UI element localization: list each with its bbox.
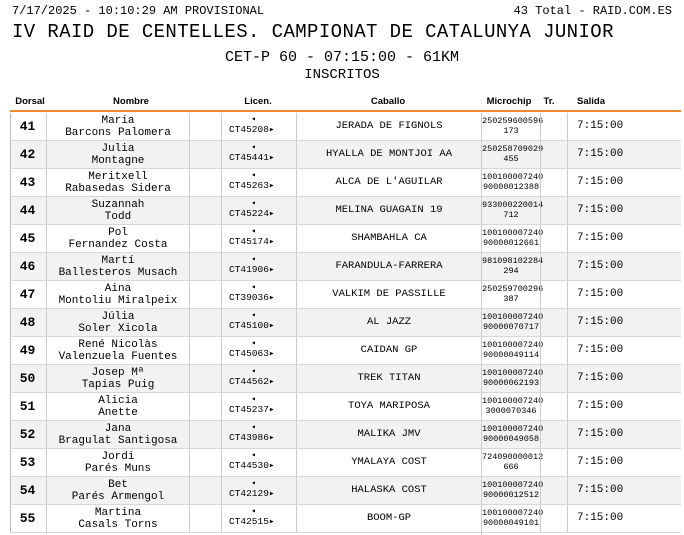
rider-last-name: Fernandez Costa (68, 239, 168, 251)
rider-name (46, 169, 189, 198)
microchip-line-2: 90000049058 (482, 434, 540, 444)
rider-name (46, 141, 189, 170)
entries-table (10, 113, 681, 533)
start-time-value: 7:15:00 (577, 344, 624, 356)
report-total: 43 Total - RAID.COM.ES (513, 4, 672, 18)
rider-name (46, 253, 189, 282)
license (221, 309, 295, 338)
dorsal-number: 47 (19, 287, 36, 302)
horse-name: VALKIM DE PASSILLE (296, 281, 481, 308)
horse-name: BOOM-GP (296, 505, 481, 532)
start-time-value: 7:15:00 (577, 316, 624, 328)
horse-name: ALCA DE L'AGUILAR (296, 169, 481, 196)
blank-cell (189, 225, 222, 252)
start-time (567, 113, 681, 140)
tr-cell (540, 421, 568, 448)
table-row (10, 141, 681, 169)
rider-name (46, 393, 189, 422)
rider-first-name: Maria (101, 115, 135, 127)
license (221, 225, 295, 254)
table-row (10, 477, 681, 505)
license-number: CT42129▸ (229, 488, 275, 499)
microchip-line-2: 3000070346 (485, 406, 537, 416)
license-number: CT45208▸ (229, 124, 275, 135)
microchip-line-1: 250259600596 (482, 116, 544, 126)
rider-first-name: Jordi (101, 451, 135, 463)
blank-cell (189, 141, 222, 168)
license-number: CT44562▸ (229, 376, 275, 387)
microchip-line-2: 712 (503, 210, 519, 220)
start-time-value: 7:15:00 (577, 372, 624, 384)
triangle-arrow-icon: ◂ (251, 423, 256, 432)
rider-last-name: Parés Armengol (71, 491, 165, 503)
start-time (567, 505, 681, 532)
blank-cell (189, 365, 222, 392)
start-time-value: 7:15:00 (577, 232, 624, 244)
license-number: CT45441▸ (229, 152, 275, 163)
triangle-arrow-icon: ◂ (251, 115, 256, 124)
tr-cell (540, 281, 568, 308)
microchip-line-1: 100100007240 (482, 340, 544, 350)
triangle-arrow-icon: ◂ (251, 367, 256, 376)
start-time (567, 225, 681, 252)
dorsal-number: 52 (19, 427, 36, 442)
rider-name (46, 505, 189, 534)
col-microchip: Microchip (486, 96, 532, 107)
horse-name: YMALAYA COST (296, 449, 481, 476)
table-row (10, 505, 681, 533)
microchip-line-2: 90000012661 (482, 238, 540, 248)
start-time-value: 7:15:00 (577, 288, 624, 300)
license (221, 197, 295, 226)
license-number: CT45224▸ (229, 208, 275, 219)
rider-name (46, 365, 189, 394)
table-row (10, 113, 681, 141)
triangle-arrow-icon: ◂ (251, 255, 256, 264)
license-number: CT45063▸ (229, 348, 275, 359)
horse-name: TREK TITAN (296, 365, 481, 392)
microchip (481, 477, 544, 507)
start-time-value: 7:15:00 (577, 260, 624, 272)
triangle-arrow-icon: ◂ (251, 143, 256, 152)
license (221, 477, 295, 506)
rider-first-name: Júlia (101, 311, 135, 323)
col-dorsal: Dorsal (15, 96, 45, 107)
start-time (567, 309, 681, 336)
microchip-line-1: 100100007240 (482, 396, 544, 406)
horse-name: SHAMBAHLA CA (296, 225, 481, 252)
start-time-value: 7:15:00 (577, 120, 624, 132)
dorsal-number: 51 (19, 399, 36, 414)
microchip (481, 169, 544, 199)
tr-cell (540, 309, 568, 336)
start-time (567, 365, 681, 392)
microchip-line-2: 90000049114 (482, 350, 540, 360)
blank-cell (189, 309, 222, 336)
microchip-line-1: 933000220014 (482, 200, 544, 210)
rider-name (46, 309, 189, 338)
dorsal-number: 50 (19, 371, 36, 386)
tr-cell (540, 505, 568, 532)
table-row (10, 421, 681, 449)
license (221, 253, 295, 282)
rider-last-name: Valenzuela Fuentes (58, 351, 178, 363)
rider-last-name: Ballesteros Musach (58, 267, 178, 279)
microchip (481, 449, 544, 479)
tr-cell (540, 225, 568, 252)
start-time-value: 7:15:00 (577, 400, 624, 412)
license (221, 393, 295, 422)
rider-name (46, 281, 189, 310)
horse-name: AL JAZZ (296, 309, 481, 336)
microchip-line-2: 90000012388 (482, 182, 540, 192)
tr-cell (540, 169, 568, 196)
table-row (10, 281, 681, 309)
microchip (481, 365, 544, 395)
blank-cell (189, 393, 222, 420)
microchip-line-2: 90000012512 (482, 490, 540, 500)
rider-last-name: Casals Torns (78, 519, 158, 531)
microchip-line-2: 387 (503, 294, 519, 304)
start-time-value: 7:15:00 (577, 148, 624, 160)
table-row (10, 309, 681, 337)
start-time (567, 449, 681, 476)
start-time (567, 169, 681, 196)
start-time-value: 7:15:00 (577, 484, 624, 496)
category-subtitle: CET-P 60 - 07:15:00 - 61KM (224, 49, 460, 66)
microchip-line-1: 100100007240 (482, 508, 544, 518)
dorsal-number: 44 (19, 203, 36, 218)
rider-first-name: Suzannah (91, 199, 145, 211)
start-time (567, 421, 681, 448)
microchip-line-1: 250258709029 (482, 144, 544, 154)
rider-last-name: Anette (98, 407, 138, 419)
microchip-line-2: 455 (503, 154, 519, 164)
license (221, 421, 295, 450)
microchip-line-1: 100100007240 (482, 424, 544, 434)
microchip-line-2: 666 (503, 462, 519, 472)
table-header (10, 94, 681, 112)
rider-first-name: Josep Mª (91, 367, 145, 379)
blank-cell (189, 197, 222, 224)
microchip-line-2: 294 (503, 266, 519, 276)
microchip-line-1: 100100007240 (482, 368, 544, 378)
license-number: CT39036▸ (229, 292, 275, 303)
rider-last-name: Todd (104, 211, 132, 223)
license (221, 141, 295, 170)
blank-cell (189, 337, 222, 364)
microchip-line-1: 100100007240 (482, 480, 544, 490)
tr-cell (540, 141, 568, 168)
start-time-value: 7:15:00 (577, 428, 624, 440)
dorsal-number: 43 (19, 175, 36, 190)
rider-first-name: Julia (101, 143, 135, 155)
dorsal-number: 55 (19, 511, 36, 526)
start-time-value: 7:15:00 (577, 456, 624, 468)
blank-cell (189, 505, 222, 532)
dorsal-number: 49 (19, 343, 36, 358)
dorsal-number: 41 (19, 119, 36, 134)
horse-name: JERADA DE FIGNOLS (296, 113, 481, 140)
rider-name (46, 477, 189, 506)
dorsal-number: 45 (19, 231, 36, 246)
start-time (567, 337, 681, 364)
rider-last-name: Barcons Palomera (65, 127, 171, 139)
tr-cell (540, 113, 568, 140)
tr-cell (540, 393, 568, 420)
microchip (481, 197, 544, 227)
triangle-arrow-icon: ◂ (251, 311, 256, 320)
rider-first-name: Martina (94, 507, 142, 519)
start-time (567, 141, 681, 168)
horse-name: MELINA GUAGAIN 19 (296, 197, 481, 224)
license-number: CT43986▸ (229, 432, 275, 443)
rider-first-name: Aina (104, 283, 132, 295)
col-nombre: Nombre (113, 96, 149, 107)
license (221, 505, 295, 534)
rider-first-name: Martí (101, 255, 135, 267)
microchip-line-1: 250259700296 (482, 284, 544, 294)
start-time (567, 281, 681, 308)
triangle-arrow-icon: ◂ (251, 479, 256, 488)
start-time (567, 477, 681, 504)
triangle-arrow-icon: ◂ (251, 283, 256, 292)
microchip-line-2: 90000062193 (482, 378, 540, 388)
dorsal-number: 53 (19, 455, 36, 470)
rider-last-name: Tapias Puig (81, 379, 155, 391)
start-time (567, 393, 681, 420)
triangle-arrow-icon: ◂ (251, 227, 256, 236)
license-number: CT45263▸ (229, 180, 275, 191)
rider-name (46, 197, 189, 226)
microchip-line-1: 724090000012 (482, 452, 544, 462)
blank-cell (189, 113, 222, 140)
table-row (10, 365, 681, 393)
report-header-bar (12, 4, 672, 18)
rider-last-name: Montagne (91, 155, 145, 167)
triangle-arrow-icon: ◂ (251, 395, 256, 404)
horse-name: HYALLA DE MONTJOI AA (296, 141, 481, 168)
rider-name (46, 113, 189, 142)
section-title: INSCRITOS (304, 67, 380, 83)
dorsal-number: 54 (19, 483, 36, 498)
start-time (567, 197, 681, 224)
microchip-line-1: 100100007240 (482, 312, 544, 322)
horse-name: TOYA MARIPOSA (296, 393, 481, 420)
triangle-arrow-icon: ◂ (251, 507, 256, 516)
license-number: CT41906▸ (229, 264, 275, 275)
triangle-arrow-icon: ◂ (251, 199, 256, 208)
license (221, 337, 295, 366)
triangle-arrow-icon: ◂ (251, 171, 256, 180)
tr-cell (540, 477, 568, 504)
start-time-value: 7:15:00 (577, 176, 624, 188)
tr-cell (540, 449, 568, 476)
microchip-line-2: 90000049101 (482, 518, 540, 528)
rider-last-name: Parés Muns (84, 463, 151, 475)
license-number: CT44530▸ (229, 460, 275, 471)
license-number: CT45237▸ (229, 404, 275, 415)
microchip-line-1: 981098102284 (482, 256, 544, 266)
microchip-line-1: 100100007240 (482, 172, 544, 182)
triangle-arrow-icon: ◂ (251, 339, 256, 348)
license (221, 365, 295, 394)
table-row (10, 449, 681, 477)
tr-cell (540, 337, 568, 364)
license (221, 281, 295, 310)
blank-cell (189, 169, 222, 196)
horse-name: HALASKA COST (296, 477, 481, 504)
dorsal-number: 42 (19, 147, 36, 162)
license (221, 169, 295, 198)
triangle-arrow-icon: ◂ (251, 451, 256, 460)
rider-first-name: Alicia (98, 395, 138, 407)
blank-cell (189, 477, 222, 504)
license-number: CT42515▸ (229, 516, 275, 527)
start-time-value: 7:15:00 (577, 512, 624, 524)
table-row (10, 197, 681, 225)
license-number: CT45100▸ (229, 320, 275, 331)
horse-name: MALIKA JMV (296, 421, 481, 448)
col-licen: Licen. (244, 96, 272, 107)
blank-cell (189, 253, 222, 280)
microchip (481, 309, 544, 339)
microchip (481, 253, 544, 283)
license (221, 449, 295, 478)
rider-name (46, 337, 189, 366)
dorsal-number: 46 (19, 259, 36, 274)
license-number: CT45174▸ (229, 236, 275, 247)
microchip-line-2: 90000070717 (482, 322, 540, 332)
tr-cell (540, 365, 568, 392)
microchip (481, 141, 544, 171)
col-salida: Salida (577, 96, 605, 107)
blank-cell (189, 449, 222, 476)
table-row (10, 225, 681, 253)
table-row (10, 393, 681, 421)
rider-last-name: Bragulat Santigosa (58, 435, 178, 447)
dorsal-number: 48 (19, 315, 36, 330)
license (221, 113, 295, 142)
col-caballo: Caballo (370, 96, 406, 107)
rider-name (46, 449, 189, 478)
table-row (10, 253, 681, 281)
rider-name (46, 225, 189, 254)
event-title: IV RAID DE CENTELLES. CAMPIONAT DE CATALUNYA JUNIOR (12, 21, 614, 43)
microchip-line-2: 173 (503, 126, 519, 136)
microchip-line-1: 100100007240 (482, 228, 544, 238)
microchip (481, 393, 544, 423)
start-time-value: 7:15:00 (577, 204, 624, 216)
table-row (10, 169, 681, 197)
horse-name: CAIDAN GP (296, 337, 481, 364)
blank-cell (189, 421, 222, 448)
tr-cell (540, 253, 568, 280)
microchip (481, 337, 544, 367)
microchip (481, 281, 544, 311)
rider-first-name: Bet (108, 479, 128, 491)
rider-last-name: Rabasedas Sidera (65, 183, 171, 195)
tr-cell (540, 197, 568, 224)
report-timestamp: 7/17/2025 - 10:10:29 AM PROVISIONAL (12, 4, 265, 18)
rider-first-name: René Nicolàs (78, 339, 158, 351)
table-row (10, 337, 681, 365)
blank-cell (189, 281, 222, 308)
microchip (481, 421, 544, 451)
microchip (481, 113, 544, 143)
rider-last-name: Soler Xicola (78, 323, 158, 335)
microchip (481, 225, 544, 255)
horse-name: FARANDULA-FARRERA (296, 253, 481, 280)
rider-name (46, 421, 189, 450)
rider-first-name: Pol (108, 227, 128, 239)
rider-first-name: Meritxell (88, 171, 148, 183)
start-time (567, 253, 681, 280)
rider-first-name: Jana (104, 423, 132, 435)
rider-last-name: Montoliu Miralpeix (58, 295, 178, 307)
col-tr: Tr. (543, 96, 555, 107)
